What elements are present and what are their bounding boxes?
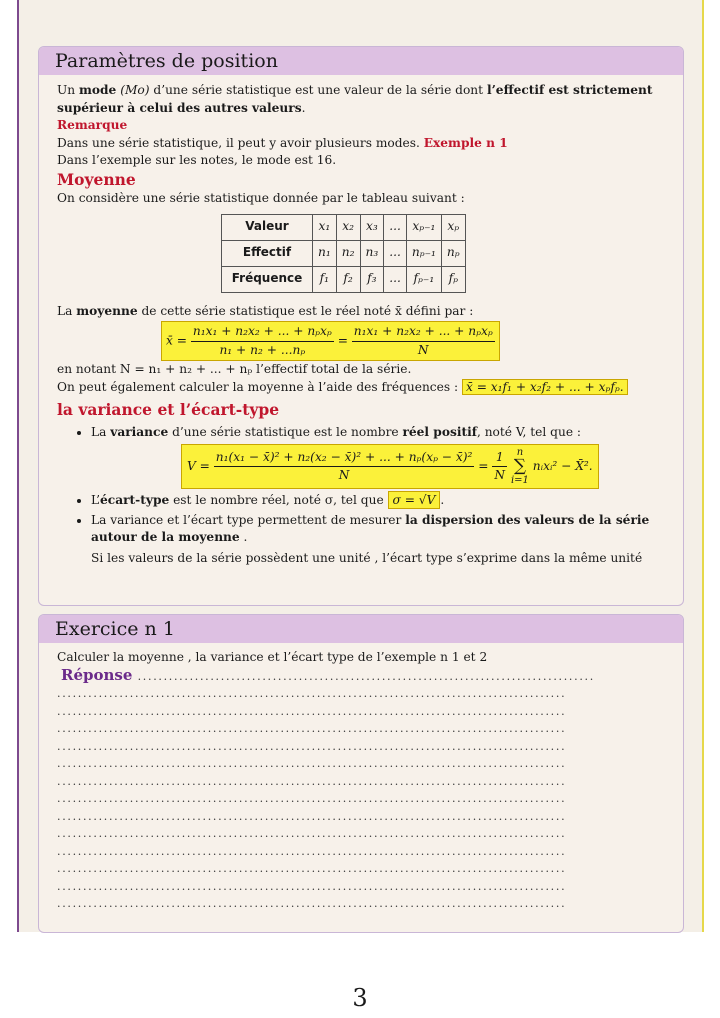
table-cell: xₚ bbox=[441, 214, 465, 240]
dotted-answer-line: .................................................................................................. bbox=[57, 704, 567, 718]
table-cell: nₚ bbox=[441, 240, 465, 266]
std-dev-bullet: • L’écart-type est le nombre réel, noté σ, tel que σ = √V . bbox=[91, 492, 665, 510]
left-margin-rule bbox=[17, 0, 19, 932]
mean-sentence: La moyenne de cette série statistique est le réel noté x̄ défini par : bbox=[57, 303, 474, 318]
dispersion-bullet: • La variance et l’écart type permettent de mesurer la dispersion des valeurs de la série autour de la moyenne . Si les valeurs de la série possèdent une unité , l’écart type s’exprime dans la même unité bbox=[91, 512, 665, 568]
table-cell: f₂ bbox=[336, 266, 360, 292]
dotted-answer-line: .................................................................................................. bbox=[57, 774, 567, 788]
table-cell: n₂ bbox=[336, 240, 360, 266]
table-cell: fₚ bbox=[441, 266, 465, 292]
section-body bbox=[39, 75, 683, 568]
notation-text: en notant N = n₁ + n₂ + ... + nₚ l’effectif total de la série. bbox=[57, 362, 412, 377]
mean-heading: Moyenne bbox=[57, 169, 136, 189]
table-cell: f₁ bbox=[313, 266, 337, 292]
dotted-answer-line: .................................................................................................. bbox=[57, 844, 567, 858]
table-cell: ... bbox=[384, 240, 407, 266]
dotted-answer-line: .................................................................................................. bbox=[57, 739, 567, 753]
variance-list bbox=[57, 424, 665, 568]
table-cell: fₚ₋₁ bbox=[406, 266, 441, 292]
table-cell: ... bbox=[384, 214, 407, 240]
exercise-title: Exercice n 1 bbox=[39, 615, 683, 643]
table-cell: n₁ bbox=[313, 240, 337, 266]
frequency-mean-formula: x̄ = x₁f₁ + x₂f₂ + ... + xₚfₚ. bbox=[462, 379, 628, 395]
unit-text: Si les valeurs de la série possèdent une unité , l’écart type s’exprime dans la même unité bbox=[91, 550, 643, 565]
std-dev-formula: σ = √V bbox=[388, 491, 441, 509]
response-line: Réponse ........................................................................................ bbox=[61, 666, 595, 684]
dotted-answer-line: .................................................................................................. bbox=[57, 827, 567, 841]
table-cell: nₚ₋₁ bbox=[406, 240, 441, 266]
dotted-answer-line: .................................................................................................. bbox=[57, 862, 567, 876]
table-cell: f₃ bbox=[360, 266, 384, 292]
table-cell: x₃ bbox=[360, 214, 384, 240]
frequency-mean-text: On peut également calculer la moyenne à l’aide des fréquences : x̄ = x₁f₁ + x₂f₂ + ... + xₚfₚ. bbox=[57, 379, 665, 397]
example-label: Exemple n 1 bbox=[423, 135, 508, 150]
table-cell: x₁ bbox=[313, 214, 337, 240]
variance-heading: la variance et l’écart-type bbox=[57, 399, 280, 419]
mean-formula: x̄ = $\frac{\text{n₁x₁ + n₂x₂ + ... + nₚxₚ}}{\text{n₁ + n₂ + ...nₚ}}$ = $\frac{\text{n₁x₁ + n₂x₂ + ... + nₚxₚ}}{N}$ bbox=[161, 321, 665, 361]
table-row-label: Valeur bbox=[222, 214, 313, 240]
frequency-table bbox=[221, 214, 466, 293]
position-parameters-box bbox=[38, 46, 684, 606]
response-label: Réponse bbox=[61, 666, 133, 684]
table-row-label: Effectif bbox=[222, 240, 313, 266]
table-row bbox=[222, 240, 466, 266]
dotted-answer-line: .................................................................................................. bbox=[57, 792, 567, 806]
example-text: Dans l’exemple sur les notes, le mode est 16. bbox=[57, 153, 337, 168]
mode-definition: Un mode (Mo) d’une série statistique est une valeur de la série dont l’effectif est strictement supérieur à celui des autres valeurs. bbox=[57, 83, 653, 115]
remark-text: Dans une série statistique, il peut y avoir plusieurs modes. Exemple n 1 bbox=[57, 135, 508, 150]
mean-intro: On considère une série statistique donnée par le tableau suivant : bbox=[57, 190, 465, 205]
exercise-task: Calculer la moyenne , la variance et l’écart type de l’exemple n 1 et 2 bbox=[57, 650, 488, 664]
table-cell: x₂ bbox=[336, 214, 360, 240]
dotted-answer-line: .................................................................................................. bbox=[57, 879, 567, 893]
dotted-answer-line: .................................................................................................. bbox=[57, 757, 567, 771]
table-cell: ... bbox=[384, 266, 407, 292]
table-row bbox=[222, 266, 466, 292]
answer-lines bbox=[57, 685, 665, 913]
variance-bullet: • La variance d’une série statistique est le nombre réel positif, noté V, tel que : V = $\frac{\text{n₁(x₁ − x̄)² + n₂(x₂ − x̄)² + ... + nₚ(xₚ − x̄)²}}{N}$ = $\frac{1}{N}$ n ∑ i=1 nᵢxᵢ² − X̄². bbox=[91, 424, 665, 490]
right-margin-rule bbox=[702, 0, 704, 932]
table-cell: xₚ₋₁ bbox=[406, 214, 441, 240]
dotted-answer-line: .................................................................................................. bbox=[57, 722, 567, 736]
exercise-body bbox=[39, 643, 683, 913]
variance-formula: V = $\frac{\text{n₁(x₁ − x̄)² + n₂(x₂ − x̄)² + ... + nₚ(xₚ − x̄)²}}{N}$ = $\frac{1}{N}$ n ∑ i=1 nᵢxᵢ² − X̄². bbox=[181, 444, 665, 489]
table-cell: n₃ bbox=[360, 240, 384, 266]
dotted-answer-line: .................................................................................................. bbox=[57, 809, 567, 823]
page-number: 3 bbox=[352, 984, 368, 1012]
dotted-answer-line: .................................................................................................. bbox=[57, 897, 567, 911]
section-title: Paramètres de position bbox=[39, 47, 683, 75]
dotted-answer-line: .................................................................................................. bbox=[57, 687, 567, 701]
remark-label: Remarque bbox=[57, 118, 128, 133]
table-row-label: Fréquence bbox=[222, 266, 313, 292]
exercise-box bbox=[38, 614, 684, 933]
table-row bbox=[222, 214, 466, 240]
